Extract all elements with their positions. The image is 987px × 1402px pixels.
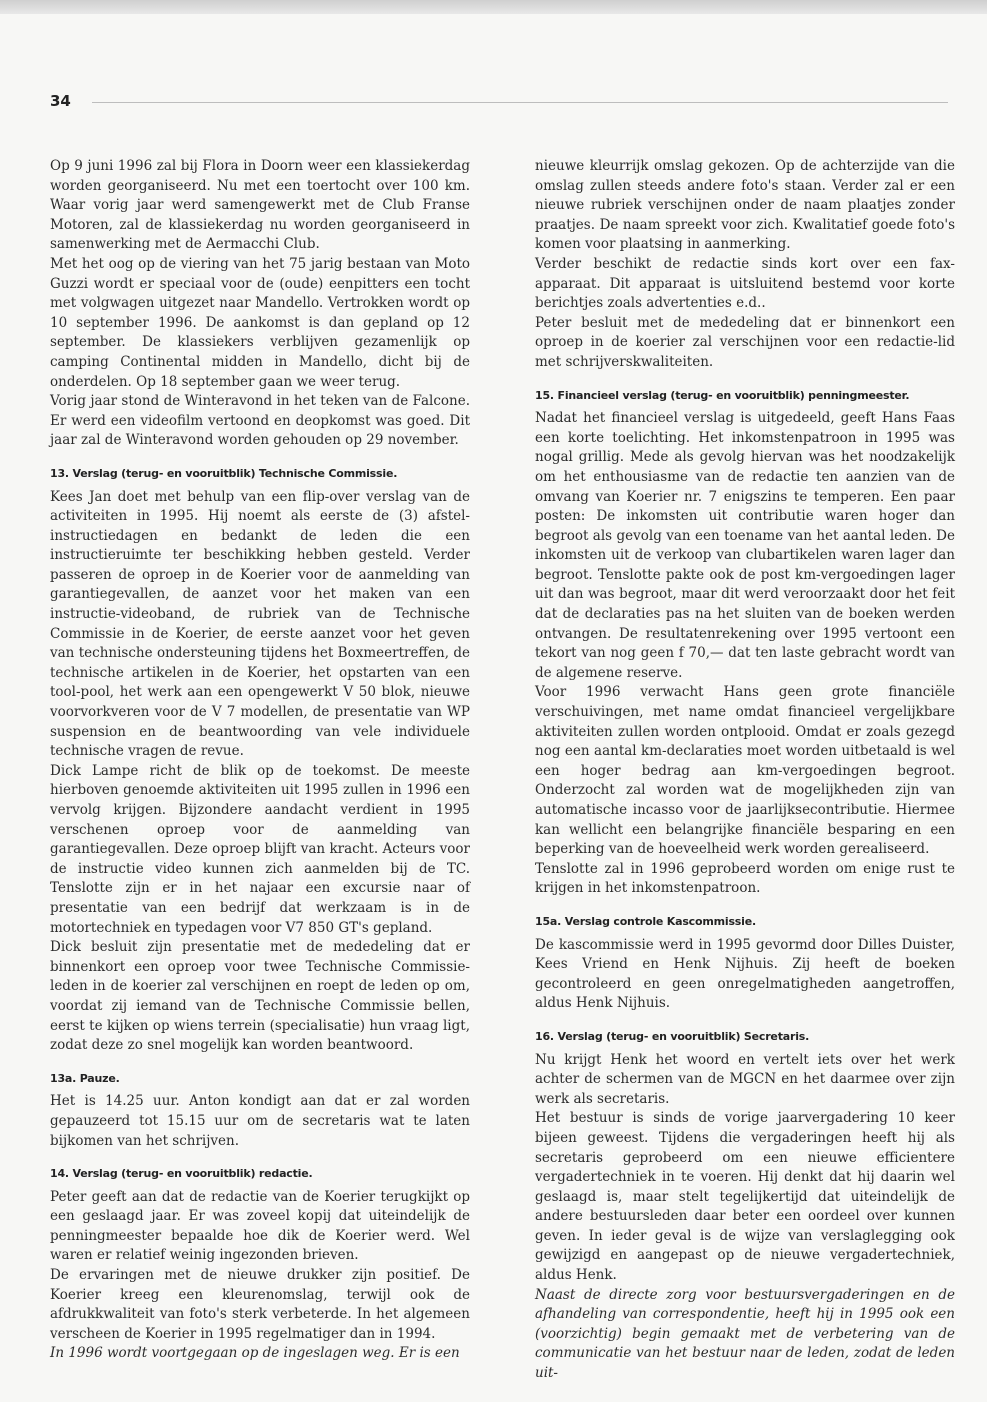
italic-text: Naast de directe zorg voor bestuursvergaderingen en de afhandeling van correspondentie, heeft hij in 1995 ook een (voorzichtig) begin gemaakt met de verbetering van de communicatie van het bestuur naar de leden, zodat de leden uit-	[535, 1286, 955, 1382]
paragraph: Tenslotte zal in 1996 geprobeerd worden om enige rust te krijgen in het inkomstenpatroon.	[535, 860, 955, 897]
section-heading-13: 13. Verslag (terug- en vooruitblik) Technische Commissie.	[50, 466, 398, 480]
paragraph: De ervaringen met de nieuwe drukker zijn positief. De Koerier kreeg een kleurenomslag, terwijl ook de afdrukkwaliteit van foto's sterk verbeterde. In het algemeen verscheen de Koerier in 1995 regelmatiger dan in 1994.	[50, 1267, 470, 1342]
paragraph: Voor 1996 verwacht Hans geen grote financiële verschuivingen, met name omdat financieel vergelijkbare aktiviteiten zullen worden ontplooid. Omdat er zoals gezegd nog een aantal km-declaraties moet worden uitbetaald is wel een hoger bedrag aan km-vergoedingen begroot. Onderzocht zal worden wat de mogelijkheden zijn van automatische incasso voor de jaarlijksecontributie. Hiermee kan wellicht een belangrijke financiële besparing en een beperking van de hoeveelheid werk worden gerealiseerd.	[535, 684, 955, 858]
left-column	[50, 157, 470, 1364]
paragraph: Met het oog op de viering van het 75 jarig bestaan van Moto Guzzi wordt er speciaal voor de (oude) eenpitters een tocht met volgwagen uitgezet naar Mandello. Vertrokken wordt op 10 september 1996. De aankomst is dan gepland op 12 september. De klassiekers verblijven gezamenlijk op camping Continental midden in Mandello, dicht bij de onderdelen. Op 18 september gaan we weer terug.	[50, 255, 470, 390]
paragraph: De kascommissie werd in 1995 gevormd door Dilles Duister, Kees Vriend en Henk Nijhuis. Zij heeft de boeken gecontroleerd en geen onregelmatigheden aangetroffen, aldus Henk Nijhuis.	[535, 936, 955, 1012]
paragraph: Vorig jaar stond de Winteravond in het teken van de Falcone. Er werd een videofilm vertoond en deopkomst was goed. Dit jaar zal de Winteravond worden gehouden op 29 november.	[50, 393, 470, 449]
paragraph: Het is 14.25 uur. Anton kondigt aan dat er zal worden gepauzeerd tot 15.15 uur om de secretaris wat te laten bijkomen van het schrijven.	[50, 1093, 470, 1149]
paragraph: Peter besluit met de mededeling dat er binnenkort een oproep in de koerier zal verschijnen voor een redactie-lid met schrijverskwaliteiten.	[535, 314, 955, 370]
paragraph: Peter geeft aan dat de redactie van de Koerier terugkijkt op een geslaagd jaar. Er was zoveel kopij dat uiteindelijk de penningmeester bepaalde hoe dik de Koerier werd. Wel waren er relatief weinig ingezonden brieven.	[50, 1188, 470, 1264]
section-heading-15a: 15a. Verslag controle Kascommissie.	[535, 914, 756, 928]
section-heading-16: 16. Verslag (terug- en vooruitblik) Secretaris.	[535, 1029, 810, 1043]
paragraph: Kees Jan doet met behulp van een flip-over verslag van de activiteiten in 1995. Hij noemt als eerste de (3) afstel-instructiedagen en bedankt de leden die een instructieruimte ter beschikking hebben gesteld. Verder passeren de oproep in de Koerier voor de aanmelding van garantiegevallen, de aanzet voor het maken van een instructie-videoband, de rubriek van de Technische Commissie in de Koerier, de eerste aanzet voor het geven van technische ondersteuning tijdens het Boxmeertreffen, de technische artikelen in de Koerier, het opstarten van een tool-pool, het werk aan een opengewerkt V 50 blok, nieuwe voorvorkveren voor de V 7 modellen, de presentatie van WP suspension en de beantwoording van vele individuele technische vragen de revue.	[50, 488, 470, 760]
italic-text: In 1996 wordt voortgegaan op de ingeslagen weg. Er is een	[50, 1345, 460, 1362]
paragraph: Het bestuur is sinds de vorige jaarvergadering 10 keer bijeen geweest. Tijdens die vergaderingen heeft hij als secretaris geprobeerd om een nieuwe efficientere vergadertechniek in te voeren. Hij denkt dat hij daarin wel geslaagd is, maar stelt tegelijkertijd dat uiteindelijk de andere bestuursleden daar beter een oordeel over kunnen geven. In ieder geval is de wijze van verslaglegging ook gewijzigd en aangepast op de nieuwe vergadertechniek, aldus Henk.	[535, 1110, 955, 1284]
paragraph-italic	[535, 1286, 955, 1384]
top-scan-band	[0, 0, 987, 14]
paragraph: Nadat het financieel verslag is uitgedeeld, geeft Hans Faas een korte toelichting. Het inkomstenpatroon in 1995 was nogal grillig. Mede als gevolg hiervan was het noodzakelijk om het enthousiasme van de redactie ten aanzien van de omvang van Koerier nr. 7 enigszins te temperen. Een paar posten: De inkomsten uit contributie waren hoger dan begroot als gevolg van een toename van het aantal leden. De inkomsten uit de verkoop van clubartikelen waren lager dan begroot. Tenslotte pakte ook de post km-vergoedingen lager uit dan was begroot, maar dit werd veroorzaakt door het feit dat de declaraties pas na het sluiten van de boeken werden ontvangen. De resultatenrekening over 1995 vertoont een tekort van nog geen f 70,— dat ten laste gebracht wordt van de algemene reserve.	[535, 410, 955, 681]
section-heading-13a: 13a. Pauze.	[50, 1071, 120, 1085]
paragraph: Verder beschikt de redactie sinds kort over een fax-apparaat. Dit apparaat is uitsluitend bestemd voor korte berichtjes zoals advertenties e.d..	[535, 255, 955, 312]
right-column	[535, 157, 955, 1384]
section-heading-14: 14. Verslag (terug- en vooruitblik) redactie.	[50, 1167, 313, 1181]
paragraph: Dick besluit zijn presentatie met de mededeling dat er binnenkort een oproep voor twee Technische Commissie-leden in de koerier zal verschijnen en roept de leden op om, voordat zij iemand van de Technische Commissie bellen, eerst te kijken op wiens terrein (specialisatie) hun vraag ligt, zodat deze zo snel mogelijk kan worden beantwoord.	[50, 939, 470, 1054]
page-number: 34	[50, 92, 71, 110]
header-rule	[92, 102, 948, 103]
paragraph: Op 9 juni 1996 zal bij Flora in Doorn weer een klassiekerdag worden georganiseerd. Nu met een toertocht over 100 km. Waar vorig jaar werd samengewerkt met de Club Franse Motoren, zal de klassiekerdag nu worden georganiseerd in samenwerking met de Aermacchi Club.	[50, 158, 470, 253]
paragraph: Nu krijgt Henk het woord en vertelt iets over het werk achter de schermen van de MGCN en het daarmee over zijn werk als secretaris.	[535, 1051, 955, 1107]
page-header	[50, 92, 948, 112]
paragraph-italic	[50, 1344, 470, 1364]
section-heading-15: 15. Financieel verslag (terug- en vooruitblik) penningmeester.	[535, 388, 910, 402]
paragraph: nieuwe kleurrijk omslag gekozen. Op de achterzijde van die omslag zullen steeds andere foto's staan. Verder zal er een nieuwe rubriek verschijnen onder de naam plaatjes zonder praatjes. De naam spreekt voor zich. Kwalitatief goede foto's komen voor plaatsing in aanmerking.	[535, 158, 955, 253]
paragraph: Dick Lampe richt de blik op de toekomst. De meeste hierboven genoemde aktiviteiten uit 1995 zullen in 1996 een vervolg krijgen. Bijzondere aandacht verdient in 1995 verschenen oproep voor de aanmelding van garantiegevallen. Deze oproep blijft van kracht. Acteurs voor de instructie video kunnen zich aanmelden bij de TC. Tenslotte zijn er in het najaar een excursie naar of presentatie van een bedrijf dat werkzaam is in de motortechniek en typedagen voor V7 850 GT's gepland.	[50, 762, 470, 936]
